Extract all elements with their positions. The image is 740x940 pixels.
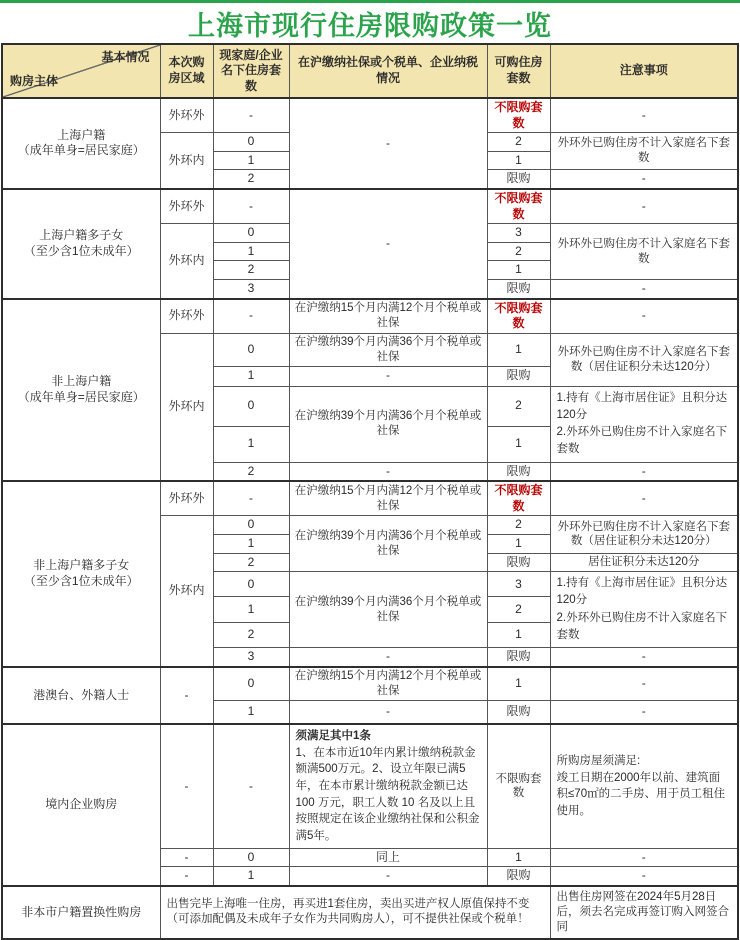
note-cell [550, 572, 738, 648]
quota-cell: 2 [487, 133, 550, 152]
owned-count-cell: 0 [213, 516, 289, 535]
region-cell: 外环内 [160, 333, 213, 481]
note-cell: 出售住房网签在2024年5月28日后，须去名完成再签订购入网签合同 [550, 886, 738, 939]
tax-condition-cell: - [289, 867, 487, 886]
quota-cell: 限购 [487, 170, 550, 189]
header-row [2, 44, 738, 98]
subject-sublabel: （成年单身=居民家庭） [17, 389, 145, 404]
condition-cell: 出售完毕上海唯一住房，再买进1套住房，卖出买进产权人原值保持不变（可添加配偶及未成年子女作为共同购房人），可不提供社保或个税单！ [160, 886, 550, 939]
note-body: 竣工日期在2000年以前、建筑面积≤70㎡的二手房、用于员工租住使用。 [556, 771, 726, 818]
quota-cell: 不限购套数 [487, 189, 550, 224]
tax-condition-cell [289, 724, 487, 848]
owned-count-cell: - [213, 98, 289, 133]
subject-sublabel: （至少含1位未成年） [23, 573, 139, 588]
owned-count-cell: 1 [213, 242, 289, 261]
note-cell: - [550, 98, 738, 133]
column-header-region: 本次购房区域 [160, 44, 213, 98]
tax-condition-title: 须满足其中1条 [295, 730, 371, 743]
note-line: 2.外环外已购住房不计入家庭名下套数 [556, 426, 728, 456]
region-cell: - [160, 848, 213, 867]
column-header-quota: 可购住房套数 [487, 44, 550, 98]
owned-count-cell: 0 [213, 386, 289, 426]
subject-cell [2, 98, 160, 189]
subject-cell [2, 667, 160, 724]
owned-count-cell: - [213, 299, 289, 334]
owned-count-cell: 0 [213, 848, 289, 867]
tax-condition-body: 1、在本市近10年内累计缴纳税款金额满500万元。2、设立年限已满5年，在本市累计缴纳税款金额已达 100 万元，职工人数 10 名及以上且按照规定在该企业缴纳社保和公积金满5年。 [295, 746, 480, 843]
column-header-owned: 现家庭/企业名下住房套数 [213, 44, 289, 98]
owned-count-cell: - [213, 481, 289, 516]
subject-label: 上海户籍多子女 [39, 228, 124, 243]
note-cell: 外环外已购住房不计入家庭名下套数（居住证积分未达120分） [550, 516, 738, 553]
column-header-tax: 在沪缴纳社保或个税单、企业纳税情况 [289, 44, 487, 98]
quota-cell: 1 [487, 534, 550, 553]
subject-cell [2, 886, 160, 939]
note-cell: - [550, 648, 738, 667]
region-cell: 外环外 [160, 189, 213, 224]
quota-cell: 限购 [487, 648, 550, 667]
note-line: 1.持有《上海市居住证》且积分达120分 [556, 391, 728, 421]
quota-cell: 不限购套数 [487, 481, 550, 516]
owned-count-cell: 2 [213, 261, 289, 280]
note-cell: - [550, 667, 738, 700]
owned-count-cell: 2 [213, 553, 289, 572]
note-cell: - [550, 279, 738, 298]
quota-cell: 2 [487, 516, 550, 535]
note-line: 2.外环外已购住房不计入家庭名下套数 [556, 611, 728, 641]
quota-cell: 不限购套数 [487, 98, 550, 133]
owned-count-cell: 0 [213, 667, 289, 700]
tax-condition-cell: 在沪缴纳15个月内满12个月个税单或社保 [289, 299, 487, 334]
tax-condition-cell: 在沪缴纳15个月内满12个月个税单或社保 [289, 667, 487, 700]
tax-condition-cell: - [289, 366, 487, 386]
region-cell: - [160, 724, 213, 848]
quota-cell: 1 [487, 261, 550, 280]
tax-condition-cell: 在沪缴纳39个月内满36个月个税单或社保 [289, 333, 487, 366]
corner-top-label: 基本情况 [101, 50, 150, 64]
note-cell: - [550, 848, 738, 867]
owned-count-cell: 0 [213, 224, 289, 243]
quota-cell: 限购 [487, 867, 550, 886]
owned-count-cell: 2 [213, 462, 289, 481]
quota-cell: 1 [487, 667, 550, 700]
tax-condition-cell: 同上 [289, 848, 487, 867]
subject-label: 非上海户籍多子女 [33, 558, 130, 573]
note-cell: - [550, 299, 738, 334]
note-line: 1.持有《上海市居住证》且积分达120分 [556, 577, 728, 607]
note-cell: - [550, 462, 738, 481]
note-cell: - [550, 867, 738, 886]
note-cell: 居住证积分未达120分 [550, 553, 738, 572]
quota-cell: 3 [487, 224, 550, 243]
note-cell: 外环外已购住房不计入家庭名下套数（居住证积分未达120分） [550, 333, 738, 386]
owned-count-cell: - [213, 724, 289, 848]
owned-count-cell: - [213, 189, 289, 224]
note-cell: - [550, 700, 738, 724]
note-cell: - [550, 170, 738, 189]
region-cell: 外环内 [160, 516, 213, 667]
quota-cell: 1 [487, 622, 550, 647]
policy-table [1, 43, 739, 940]
owned-count-cell: 1 [213, 534, 289, 553]
owned-count-cell: 2 [213, 622, 289, 647]
note-cell [550, 386, 738, 462]
quota-cell: 限购 [487, 462, 550, 481]
region-cell: 外环内 [160, 133, 213, 189]
quota-cell: 1 [487, 426, 550, 462]
note-cell [550, 724, 738, 848]
quota-cell: 限购 [487, 553, 550, 572]
tax-condition-cell: 在沪缴纳39个月内满36个月个税单或社保 [289, 572, 487, 648]
quota-cell: 限购 [487, 279, 550, 298]
owned-count-cell: 1 [213, 366, 289, 386]
tax-condition-cell: - [289, 98, 487, 189]
owned-count-cell: 3 [213, 648, 289, 667]
region-cell: - [160, 667, 213, 724]
region-cell: 外环外 [160, 299, 213, 334]
tax-condition-cell: - [289, 648, 487, 667]
subject-cell [2, 481, 160, 667]
region-cell: 外环外 [160, 98, 213, 133]
note-cell: 外环外已购住房不计入家庭名下套数 [550, 133, 738, 170]
owned-count-cell: 0 [213, 333, 289, 366]
subject-cell [2, 724, 160, 886]
corner-bottom-label: 购房主体 [10, 74, 59, 89]
tax-condition-cell: - [289, 700, 487, 724]
tax-condition-cell: 在沪缴纳39个月内满36个月个税单或社保 [289, 516, 487, 572]
subject-label: 上海户籍 [57, 127, 106, 142]
tax-condition-cell: 在沪缴纳39个月内满36个月个税单或社保 [289, 386, 487, 462]
subject-label: 境内企业购房 [45, 797, 118, 812]
quota-cell: 1 [487, 333, 550, 366]
subject-sublabel: （至少含1位未成年） [23, 243, 139, 258]
tax-condition-cell: - [289, 462, 487, 481]
owned-count-cell: 3 [213, 279, 289, 298]
subject-label: 港澳台、外籍人士 [33, 687, 130, 702]
subject-cell [2, 299, 160, 482]
subject-label: 非本市户籍置换性购房 [21, 904, 142, 919]
quota-cell: 1 [487, 151, 550, 170]
quota-cell: 3 [487, 572, 550, 597]
owned-count-cell: 0 [213, 572, 289, 597]
quota-cell: 限购 [487, 366, 550, 386]
region-cell: - [160, 867, 213, 886]
owned-count-cell: 1 [213, 151, 289, 170]
owned-count-cell: 2 [213, 170, 289, 189]
region-cell: 外环内 [160, 224, 213, 299]
note-cell: 外环外已购住房不计入家庭名下套数 [550, 224, 738, 280]
subject-label: 非上海户籍 [51, 374, 112, 389]
column-header-notes: 注意事项 [550, 44, 738, 98]
quota-cell: 2 [487, 386, 550, 426]
owned-count-cell: 0 [213, 133, 289, 152]
quota-cell: 不限购套数 [487, 299, 550, 334]
corner-header-cell [2, 44, 160, 98]
quota-cell: 2 [487, 597, 550, 622]
subject-cell [2, 189, 160, 299]
quota-cell: 不限购套数 [487, 724, 550, 848]
note-title: 所购房屋须满足: [556, 755, 641, 768]
note-cell: - [550, 481, 738, 516]
title-bar [0, 3, 740, 43]
quota-cell: 限购 [487, 700, 550, 724]
owned-count-cell: 1 [213, 867, 289, 886]
note-cell: - [550, 189, 738, 224]
region-cell: 外环外 [160, 481, 213, 516]
quota-cell: 1 [487, 848, 550, 867]
owned-count-cell: 1 [213, 700, 289, 724]
page-title: 上海市现行住房限购政策一览 [188, 10, 552, 41]
owned-count-cell: 1 [213, 597, 289, 622]
subject-sublabel: （成年单身=居民家庭） [17, 143, 145, 158]
tax-condition-cell: 在沪缴纳15个月内满12个月个税单或社保 [289, 481, 487, 516]
owned-count-cell: 1 [213, 426, 289, 462]
tax-condition-cell: - [289, 189, 487, 299]
quota-cell: 2 [487, 242, 550, 261]
